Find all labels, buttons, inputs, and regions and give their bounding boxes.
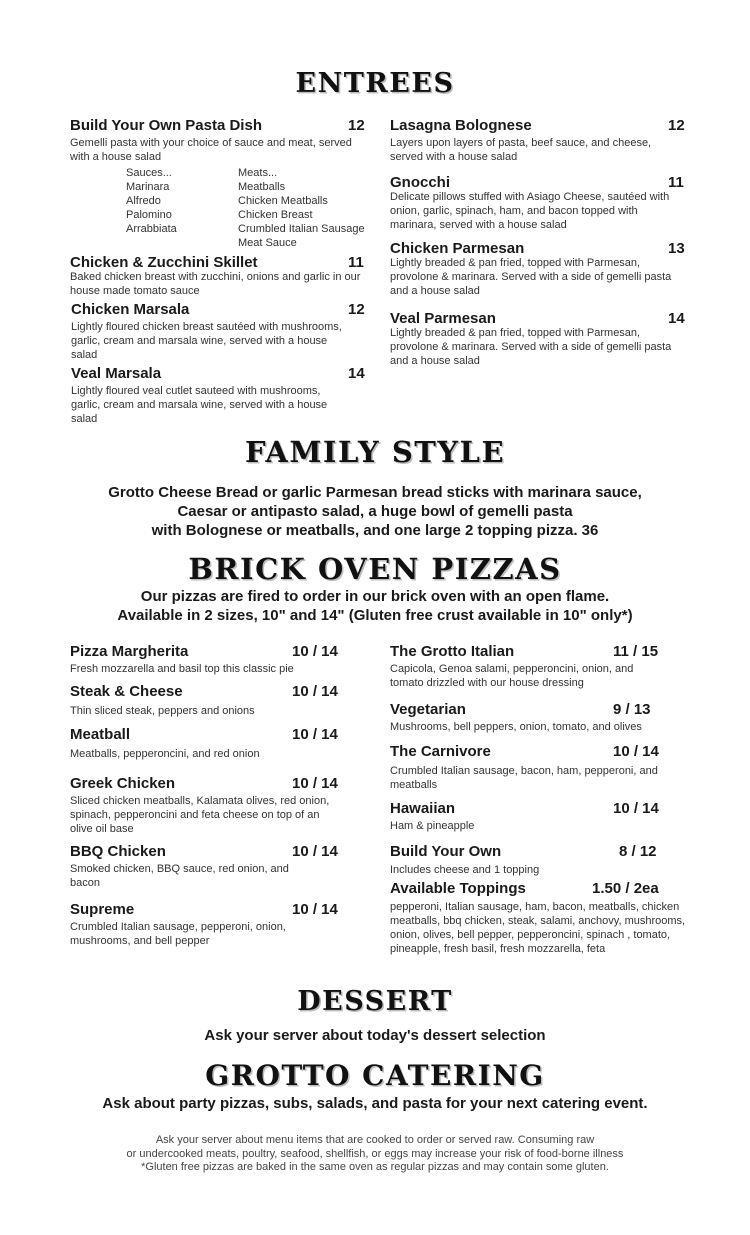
item-price: 8 / 12 [619,843,657,860]
item-description: Fresh mozzarella and basil top this classic pie [70,663,294,675]
footnote [0,1134,750,1175]
item-name: Build Your Own Pasta Dish [70,117,262,134]
item-description: Includes cheese and 1 topping [390,864,540,876]
item-name: Veal Parmesan [390,310,496,327]
item-description: Crumbled Italian sausage, bacon, ham, pepperoni, and meatballs [390,765,658,791]
item-name: The Grotto Italian [390,643,515,660]
menu-item-chicken-zucchini-skillet [70,254,370,298]
item-name: Hawaiian [390,800,456,817]
item-name: Available Toppings [390,880,526,897]
item-description: Ham & pineapple [390,820,475,832]
footnote-line: or undercooked meats, poultry, seafood, shellfish, or eggs may increase your risk of food-borne illness [126,1147,624,1160]
sauce-option: Marinara [126,181,170,193]
sauce-options-list [126,166,177,236]
item-name: Greek Chicken [70,775,176,792]
family-style-description [0,483,750,540]
item-name: Pizza Margherita [70,643,189,660]
item-name: The Carnivore [390,743,491,760]
menu-item-supreme [70,901,310,948]
meat-option: Crumbled Italian Sausage [238,223,365,235]
item-description: Lightly breaded & pan fried, topped with Parmesan, provolone & marinara. Served with a side of gemelli pasta and a house salad [390,327,672,367]
item-price: 10 / 14 [292,643,338,660]
item-price: 10 / 14 [292,775,338,792]
item-name: Meatball [70,726,131,743]
meat-options-list [238,166,365,250]
item-price: 11 [668,174,684,191]
menu-item-veal-marsala [71,365,346,426]
item-description: Gemelli pasta with your choice of sauce and meat, served with a house salad [70,137,352,163]
menu-item-veal-parmesan [390,310,680,368]
pizzas-intro [0,587,750,625]
catering-heading: GROTTO CATERING [205,1059,545,1092]
sauce-option: Alfredo [126,195,161,207]
item-description: Capicola, Genoa salami, pepperoncini, onion, and tomato drizzled with our house dressing [390,663,634,689]
meat-option: Meatballs [238,181,286,193]
item-name: Veal Marsala [71,365,162,382]
item-price: 10 / 14 [292,683,338,700]
dessert-text: Ask your server about today's dessert selection [204,1027,546,1044]
item-price: 14 [348,365,365,382]
item-name: Chicken & Zucchini Skillet [70,254,258,271]
item-price: 10 / 14 [613,743,659,760]
item-name: Vegetarian [390,701,466,718]
item-description: Meatballs, pepperoncini, and red onion [70,748,260,760]
item-price: 10 / 14 [292,843,338,860]
entrees-heading: ENTREES [295,68,455,99]
item-price: 10 / 14 [613,800,659,817]
item-price: 11 [348,254,364,271]
meat-option: Chicken Breast [238,209,313,221]
item-description: Delicate pillows stuffed with Asiago Cheese, sautéed with onion, garlic, spinach, ham, and bacon topped with marinara, served with a house salad [390,191,670,231]
item-price: 12 [348,301,365,318]
dessert-heading: DESSERT [297,986,453,1017]
item-name: Supreme [70,901,135,918]
item-description: Lightly floured veal cutlet sauteed with mushrooms, garlic, cream and marsala wine, served with a house salad [71,385,328,425]
meat-option: Meat Sauce [238,237,297,249]
footnote-line: Ask your server about menu items that are cooked to order or served raw. Consuming raw [155,1134,595,1146]
menu-item-lasagna-bolognese [390,117,680,164]
item-name: Chicken Marsala [71,301,190,318]
item-description: Lightly breaded & pan fried, topped with Parmesan, provolone & marinara. Served with a side of gemelli pasta and a house salad [390,257,672,297]
family-style-line: Grotto Cheese Bread or garlic Parmesan bread sticks with marinara sauce, [108,484,642,501]
sauce-option: Sauces... [126,167,172,179]
brick-oven-pizzas-heading: BRICK OVEN PIZZAS [188,552,562,586]
item-name: Chicken Parmesan [390,240,525,257]
pizzas-intro-line: Our pizzas are fired to order in our brick oven with an open flame. [140,588,610,605]
item-description: pepperoni, Italian sausage, ham, bacon, meatballs, chicken meatballs, bbq chicken, steak, salami, anchovy, mushrooms, onion, olives, bell pepper, pepperoncini, spinach , tomato, pineapple, fresh basil, fresh mozzarella, feta [390,901,686,955]
item-price: 12 [348,117,365,134]
item-price: 11 / 15 [613,643,659,660]
item-price: 13 [668,240,685,257]
item-description: Thin sliced steak, peppers and onions [70,705,255,717]
item-price: 9 / 13 [613,701,651,718]
sauce-option: Palomino [126,209,172,221]
menu-item-bbq-chicken [70,843,310,890]
family-style-line: with Bolognese or meatballs, and one large 2 topping pizza. 36 [151,522,599,539]
item-description: Lightly floured chicken breast sautéed with mushrooms, garlic, cream and marsala wine, served with a house salad [71,321,342,361]
footnote-line: *Gluten free pizzas are baked in the same oven as regular pizzas and may contain some gluten. [141,1161,609,1173]
meat-option: Chicken Meatballs [238,195,328,207]
menu-item-build-your-own-pasta [70,117,370,164]
family-style-line: Caesar or antipasto salad, a huge bowl of gemelli pasta [177,503,573,520]
item-name: Steak & Cheese [70,683,183,700]
item-description: Smoked chicken, BBQ sauce, red onion, and bacon [70,863,289,889]
family-style-heading: FAMILY STYLE [244,435,506,469]
catering-text: Ask about party pizzas, subs, salads, and pasta for your next catering event. [102,1095,648,1112]
item-price: 1.50 / 2ea [592,880,659,897]
item-description: Baked chicken breast with zucchini, onions and garlic in our house made tomato sauce [70,271,361,297]
menu-item-chicken-parmesan [390,240,680,298]
item-description: Crumbled Italian sausage, pepperoni, onion, mushrooms, and bell pepper [70,921,286,947]
item-name: Lasagna Bolognese [390,117,532,134]
meat-option: Meats... [238,167,278,179]
item-price: 10 / 14 [292,726,338,743]
menu-item-gnocchi [390,174,680,232]
item-price: 14 [668,310,685,327]
item-description: Layers upon layers of pasta, beef sauce, and cheese, served with a house salad [390,137,652,163]
item-name: Build Your Own [390,843,502,860]
menu-item-chicken-marsala [71,301,351,362]
item-description: Mushrooms, bell peppers, onion, tomato, and olives [390,721,642,733]
sauce-option: Arrabbiata [126,223,177,235]
item-price: 10 / 14 [292,901,338,918]
item-price: 12 [668,117,685,134]
item-description: Sliced chicken meatballs, Kalamata olives, red onion, spinach, pepperoncini and feta cheese on top of an olive oil base [70,795,330,835]
pizzas-intro-line: Available in 2 sizes, 10" and 14" (Gluten free crust available in 10" only*) [117,607,633,624]
item-name: Gnocchi [390,174,451,191]
item-name: BBQ Chicken [70,843,166,860]
